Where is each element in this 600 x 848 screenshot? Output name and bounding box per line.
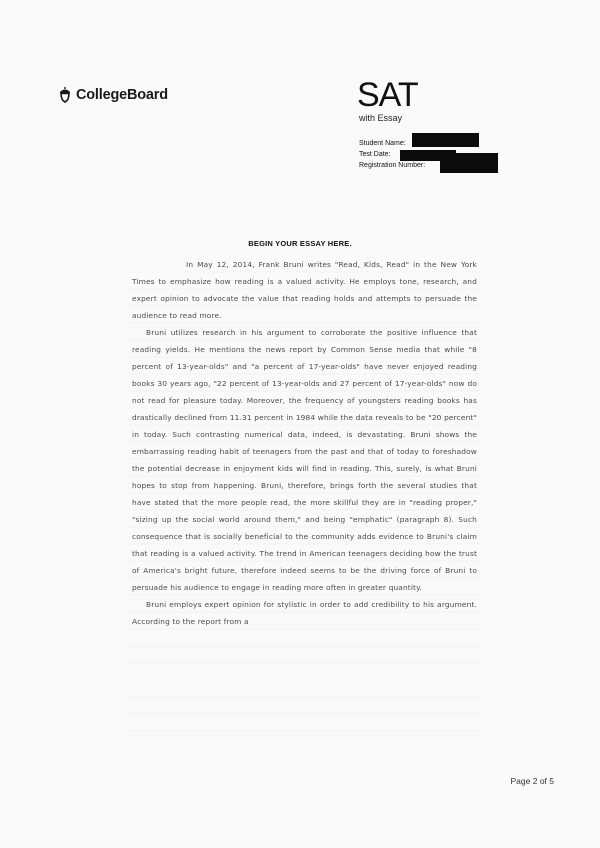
essay-paragraph: Bruni utilizes research in his argument to corroborate the positive influence that reading yields. He mentions the news report by Common Sense media that while "8 percent of 13-year-olds" and "a percent of 17-year-olds" have never enjoyed reading books 30 years ago, "22 percent of 13-year-olds and 27 percent of 17-year-olds" now do not read for pleasure today. Moreover, the frequency of youngsters reading books has drastically declined from 11.31 percent in 1984 while the data reveals to be "20 percent" in today. Such contrasting numerical data, indeed, is devastating. Bruni shows the embarrassing reading habit of teenagers from the past and that of today to foreshadow the potential decrease in enjoyment kids will find in reading. This, surely, is what Bruni hopes to stop from happening. Bruni, therefore, brings forth the several studies that have stated that the more people read, the more skillful they are in "reading proper," "sizing up the social world around them," and being "emphatic" (paragraph 8). Such consequence that is socially beneficial to the community adds evidence to Bruni's claim that reading is a valued activity. The trend in American teenagers deciding how the trust of America's bright future, therefore indeed seems to be the driving force of Bruni to persuade his audience to engage in reading more often in greater quantity.	[132, 328, 477, 592]
page-number: Page 2 of 5	[510, 776, 554, 786]
brand-name: CollegeBoard	[76, 86, 168, 103]
sat-subtitle: with Essay	[359, 113, 403, 123]
essay-body	[132, 256, 477, 630]
student-name-label: Student Name:	[359, 140, 406, 147]
registration-number-label: Registration Number:	[359, 162, 426, 169]
essay-paragraph: Bruni employs expert opinion for stylistic in order to add credibility to his argument. According to the report from a	[132, 600, 477, 626]
essay-heading: BEGIN YOUR ESSAY HERE.	[248, 239, 352, 248]
sat-title: SAT	[357, 76, 418, 114]
essay-paragraph: In May 12, 2014, Frank Bruni writes "Read, Kids, Read" in the New York Times to emphasize how reading is a valued activity. He employs tone, research, and expert opinion to advocate the value that reading holds and attempts to persuade the audience to read more.	[132, 260, 477, 320]
test-date-label: Test Date:	[359, 151, 391, 158]
